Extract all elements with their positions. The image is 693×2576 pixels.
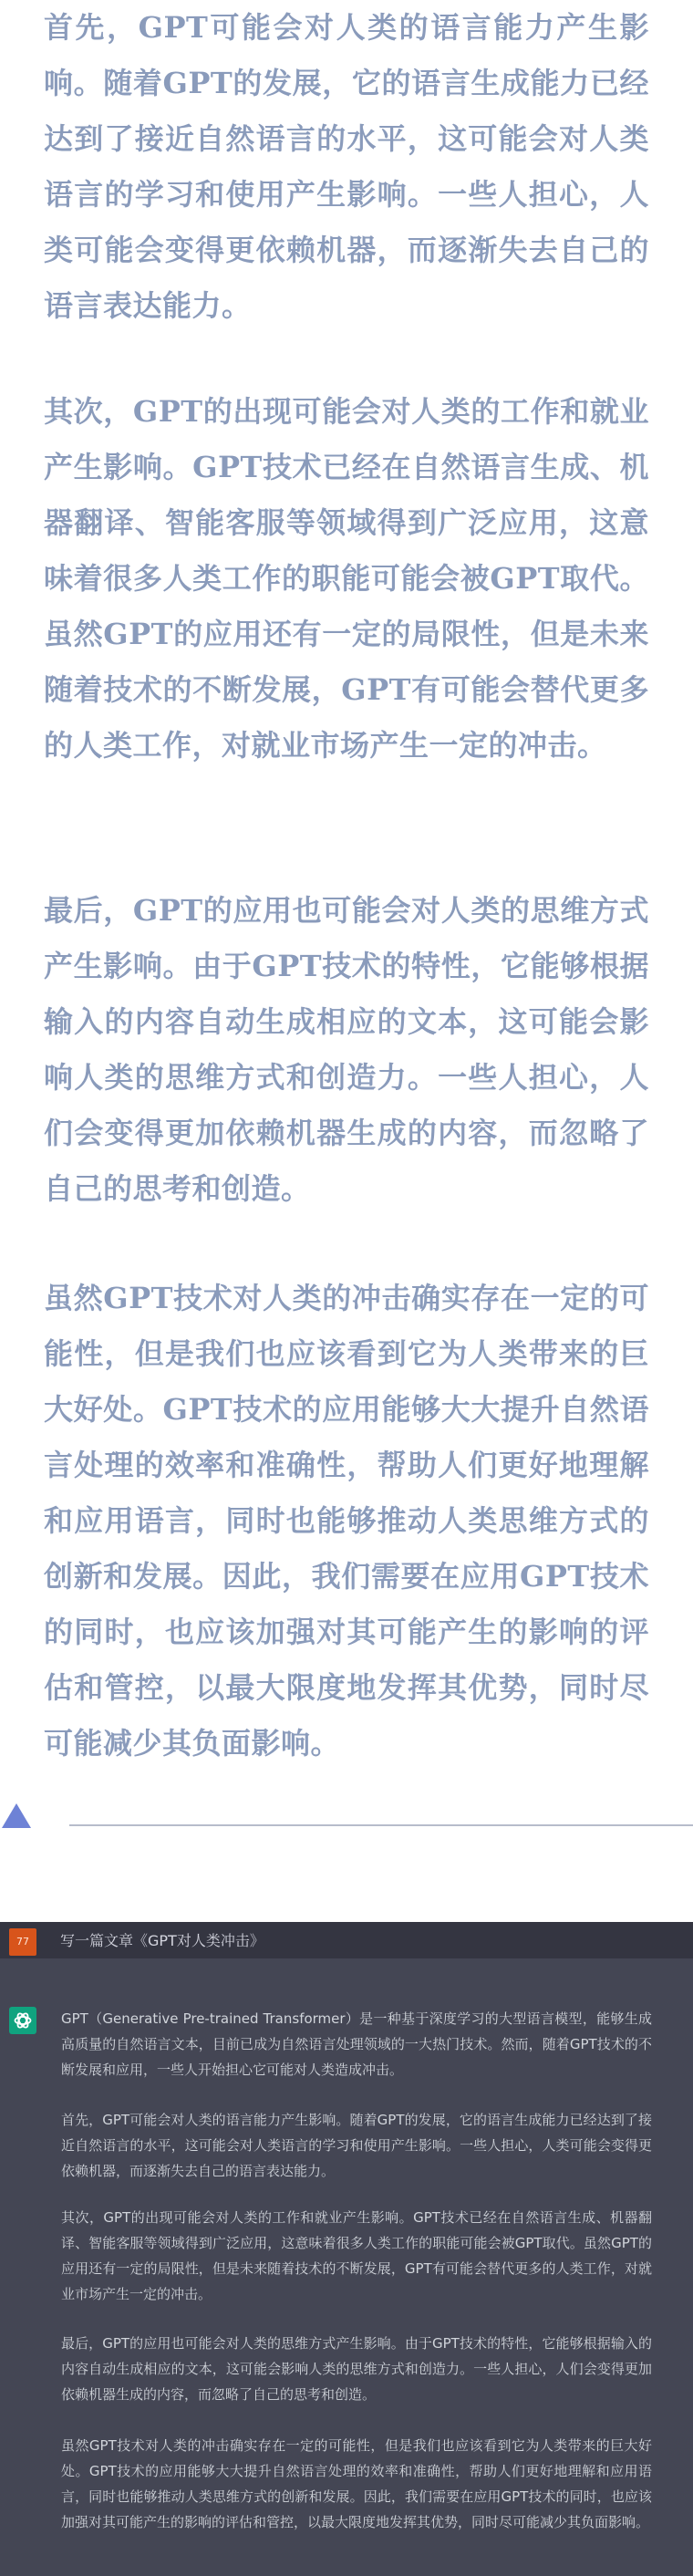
article-paragraph-3: 最后，GPT的应用也可能会对人类的思维方式产生影响。由于GPT技术的特性，它能够根据输入的内容自动生成相应的文本，这可能会影响人类的思维方式和创造力。一些人担心，人们会变得更加依赖机器生成的内容，而忽略了自己的思考和创造。 <box>44 893 649 1206</box>
chat-screenshot <box>0 1922 693 2576</box>
article-paragraph-1: 首先，GPT可能会对人类的语言能力产生影响。随着GPT的发展，它的语言生成能力已经达到了接近自然语言的水平，这可能会对人类语言的学习和使用产生影响。一些人担心，人类可能会变得更依赖机器，而逐渐失去自己的语言表达能力。 <box>44 10 649 323</box>
article-paragraph-4: 虽然GPT技术对人类的冲击确实存在一定的可能性，但是我们也应该看到它为人类带来的巨大好处。GPT技术的应用能够大大提升自然语言处理的效率和准确性，帮助人们更好地理解和应用语言，同时也能够推动人类思维方式的创新和发展。因此，我们需要在应用GPT技术的同时，也应该加强对其可能产生的影响的评估和管控，以最大限度地发挥其优势，同时尽可能减少其负面影响。 <box>44 1281 649 1761</box>
article-paragraph-2: 其次，GPT的出现可能会对人类的工作和就业产生影响。GPT技术已经在自然语言生成、机器翻译、智能客服等领域得到广泛应用，这意味着很多人类工作的职能可能会被GPT取代。虽然GPT的应用还有一定的局限性，但是未来随着技术的不断发展，GPT有可能会替代更多的人类工作，对就业市场产生一定的冲击。 <box>44 394 649 763</box>
section-divider <box>0 1802 693 1838</box>
reply-paragraph-2: 首先，GPT可能会对人类的语言能力产生影响。随着GPT的发展，它的语言生成能力已经达到了接近自然语言的水平，这可能会对人类语言的学习和使用产生影响。一些人担心，人类可能会变得更依赖机器，而逐渐失去自己的语言表达能力。 <box>61 2112 652 2179</box>
user-avatar: 77 <box>9 1928 36 1956</box>
divider-line <box>69 1824 693 1826</box>
chatgpt-logo-icon <box>9 2007 36 2034</box>
user-prompt-text: 写一篇文章《GPT对人类冲击》 <box>60 1932 264 1949</box>
triangle-icon <box>2 1803 31 1828</box>
reply-paragraph-1: GPT（Generative Pre-trained Transformer）是一种基于深度学习的大型语言模型，能够生成高质量的自然语言文本，目前已成为自然语言处理领域的一大热门技术。然而，随着GPT技术的不断发展和应用，一些人开始担心它可能对人类造成冲击。 <box>61 2010 652 2078</box>
user-message-row <box>0 1922 693 1958</box>
reply-paragraph-3: 其次，GPT的出现可能会对人类的工作和就业产生影响。GPT技术已经在自然语言生成、机器翻译、智能客服等领域得到广泛应用，这意味着很多人类工作的职能可能会被GPT取代。虽然GPT的应用还有一定的局限性，但是未来随着技术的不断发展，GPT有可能会替代更多的人类工作，对就业市场产生一定的冲击。 <box>61 2209 652 2302</box>
reply-paragraph-5: 虽然GPT技术对人类的冲击确实存在一定的可能性，但是我们也应该看到它为人类带来的巨大好处。GPT技术的应用能够大大提升自然语言处理的效率和准确性，帮助人们更好地理解和应用语言，同时也能够推动人类思维方式的创新和发展。因此，我们需要在应用GPT技术的同时，也应该加强对其可能产生的影响的评估和管控，以最大限度地发挥其优势，同时尽可能减少其负面影响。 <box>61 2437 652 2530</box>
reply-paragraph-4: 最后，GPT的应用也可能会对人类的思维方式产生影响。由于GPT技术的特性，它能够根据输入的内容自动生成相应的文本，这可能会影响人类的思维方式和创造力。一些人担心，人们会变得更加依赖机器生成的内容，而忽略了自己的思考和创造。 <box>61 2335 652 2403</box>
